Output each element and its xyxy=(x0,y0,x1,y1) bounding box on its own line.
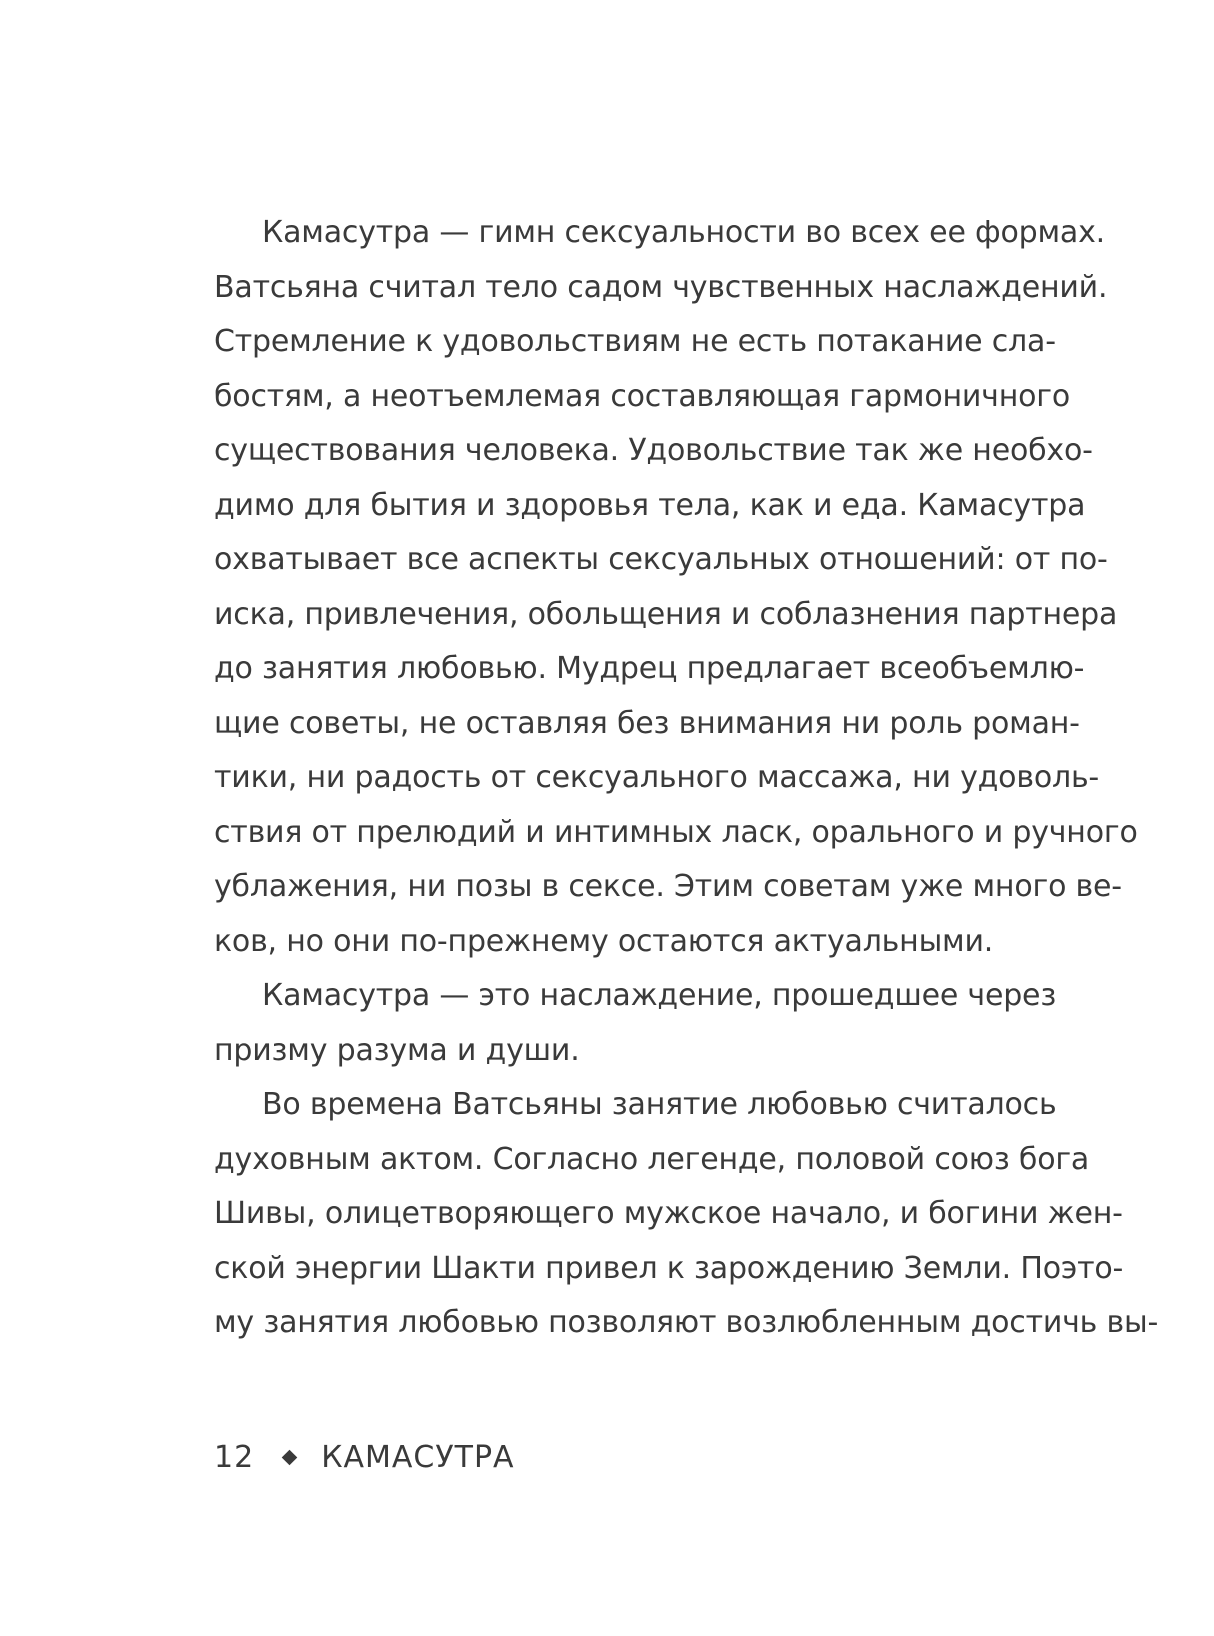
text-line: Ватсьяна считал тело садом чувственных наслаждений. xyxy=(214,269,1108,305)
text-line: ков, но они по-прежнему остаются актуальными. xyxy=(214,923,994,959)
text-line: Камасутра — гимн сексуальности во всех ее формах. xyxy=(262,215,1105,250)
text-line: охватывает все аспекты сексуальных отношений: от по- xyxy=(214,542,1108,577)
text-line: димо для бытия и здоровья тела, как и еда. Камасутра xyxy=(214,487,1086,523)
text-line: тики, ни радость от сексуального массажа, ни удоволь- xyxy=(214,760,1100,795)
text-line: Шивы, олицетворяющего мужское начало, и богини жен- xyxy=(214,1196,1123,1231)
text-line: до занятия любовью. Мудрец предлагает всеобъемлю- xyxy=(214,651,1085,686)
page-footer xyxy=(214,1440,515,1475)
text-line: Во времена Ватсьяны занятие любовью считалось xyxy=(262,1087,1057,1122)
page-number: 12 xyxy=(214,1440,255,1475)
text-line: иска, привлечения, обольщения и соблазнения партнера xyxy=(214,596,1118,632)
text-line: духовным актом. Согласно легенде, половой союз бога xyxy=(214,1141,1090,1177)
text-line: ублажения, ни позы в сексе. Этим советам уже много ве- xyxy=(214,869,1122,904)
text-line: щие советы, не оставляя без внимания ни роль роман- xyxy=(214,705,1080,741)
text-line: призму разума и души. xyxy=(214,1032,580,1068)
text-line: му занятия любовью позволяют возлюбленным достичь вы- xyxy=(214,1305,1159,1340)
body-text xyxy=(214,206,1159,1351)
text-line: существования человека. Удовольствие так же необхо- xyxy=(214,433,1093,468)
text-line: бостям, а неотъемлемая составляющая гармоничного xyxy=(214,378,1070,414)
text-line: ствия от прелюдий и интимных ласк, орального и ручного xyxy=(214,814,1138,850)
text-line: Камасутра — это наслаждение, прошедшее через xyxy=(262,978,1057,1013)
diamond-separator-icon xyxy=(282,1450,298,1466)
text-line: ской энергии Шакти привел к зарождению Земли. Поэто- xyxy=(214,1250,1124,1286)
text-line: Стремление к удовольствиям не есть потакание сла- xyxy=(214,324,1056,359)
running-title: КАМАСУТРА xyxy=(321,1440,515,1475)
